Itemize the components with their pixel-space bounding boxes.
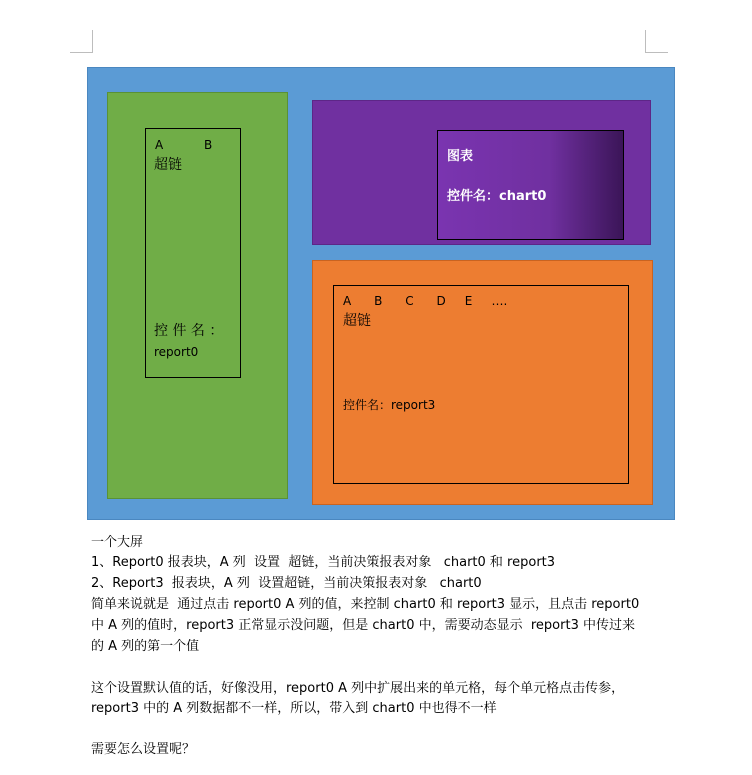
chart-name-label: 控件名：chart0 — [447, 189, 547, 204]
report0-col-b: B — [204, 138, 213, 152]
doc-line-5: 中 A 列的值时，report3 正常显示没问题，但是 chart0 中，需要动态显示 report3 中传过来 — [91, 618, 635, 633]
report0-name-label: 控 件 名 ： — [154, 323, 224, 339]
chart0-frame — [437, 130, 624, 240]
report0-name-value: report0 — [154, 345, 199, 359]
chart-title: 图表 — [447, 149, 474, 164]
doc-line-4: 简单来说就是 通过点击 report0 A 列的值，来控制 chart0 和 report3 显示，且点击 report0 — [91, 597, 640, 612]
doc-line-2: 1、Report0 报表块，A 列 设置 超链，当前决策报表对象 chart0 和 report3 — [91, 555, 556, 570]
doc-line-3: 2、Report3 报表块，A 列 设置超链，当前决策报表对象 chart0 — [91, 576, 482, 591]
doc-line-9: 需要怎么设置呢？ — [91, 742, 196, 757]
report0-col-a: A — [155, 138, 164, 152]
report0-link-label: 超链 — [154, 157, 182, 173]
report3-columns: A B C D E …. — [343, 294, 508, 308]
crop-mark-top-right — [645, 30, 668, 53]
report3-name-label: 控件名：report3 — [343, 398, 436, 412]
doc-line-7: 这个设置默认值的话，好像没用，report0 A 列中扩展出来的单元格，每个单元格点击传参， — [91, 681, 625, 696]
report3-link-label: 超链 — [343, 313, 371, 329]
crop-mark-top-left — [70, 30, 93, 53]
doc-line-8: report3 中的 A 列数据都不一样，所以，带入到 chart0 中也得不一样 — [91, 701, 497, 716]
report3-frame — [333, 285, 629, 484]
doc-line-1: 一个大屏 — [91, 535, 144, 550]
doc-line-6: 的 A 列的第一个值 — [91, 639, 200, 654]
